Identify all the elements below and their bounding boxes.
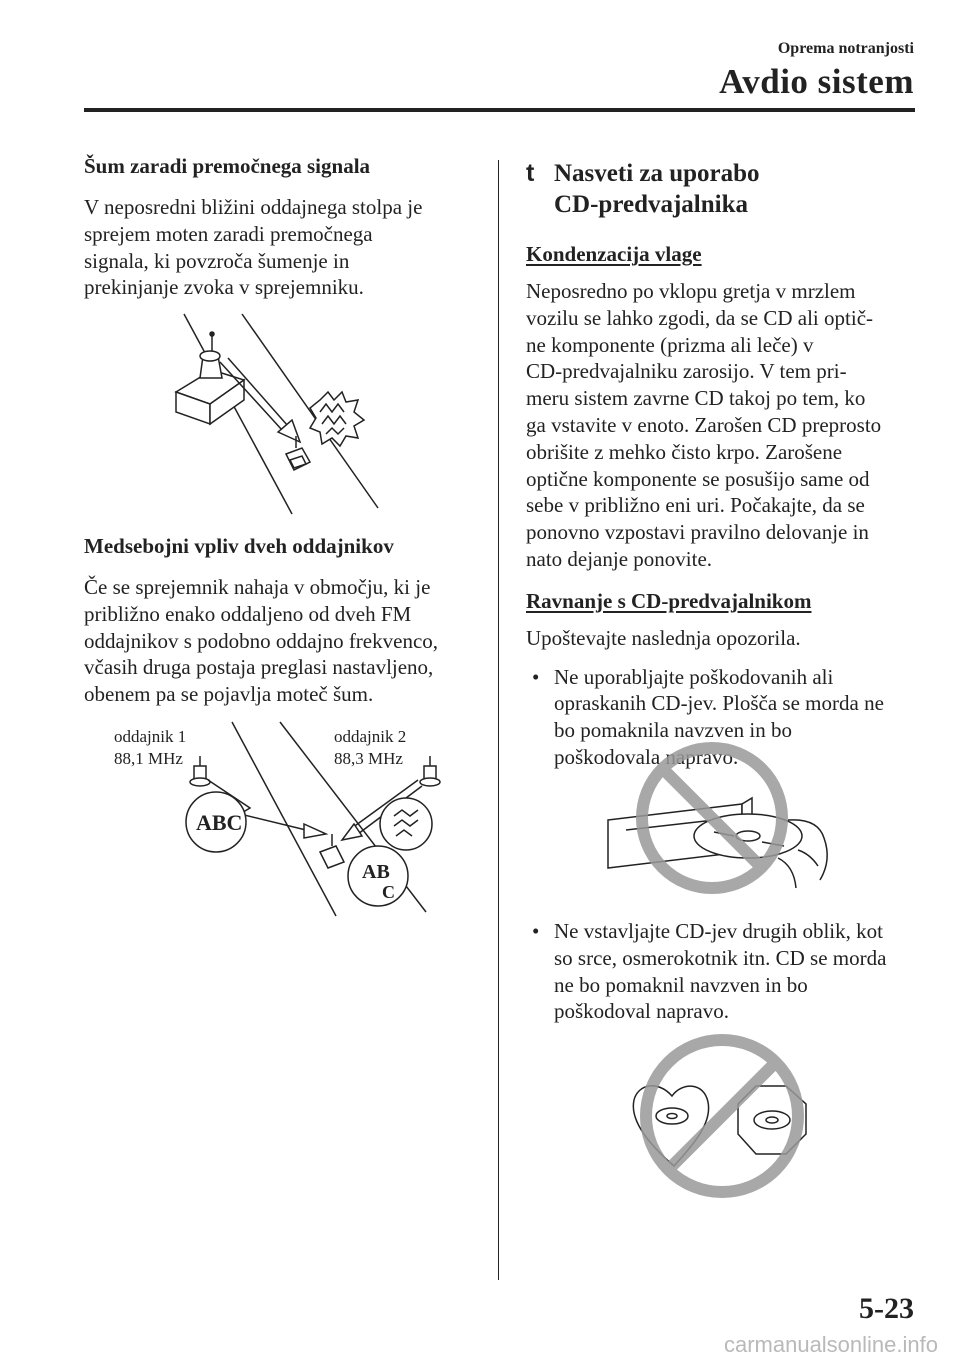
strong-signal-heading: Šum zaradi premočnega signala: [84, 154, 371, 178]
text-line: Ne uporabljajte poškodovanih ali: [554, 664, 834, 689]
text-line: sprejem moten zaradi premočnega: [84, 221, 373, 246]
interference-heading: Medsebojni vpliv dveh oddajnikov: [84, 534, 394, 558]
right-column: [526, 158, 918, 771]
text-line: sebe v približno eni uri. Počakajte, da se: [526, 493, 865, 518]
text-line: ne bo pomaknil navzven in bo: [554, 972, 808, 997]
section-marker: t: [526, 159, 535, 187]
antenna-1-icon: [190, 756, 210, 786]
header-rule: [84, 108, 915, 112]
text-line: opraskanih CD-jev. Plošča se morda ne: [554, 691, 884, 716]
column-divider: [498, 160, 499, 1280]
condensation-heading: Kondenzacija vlage: [526, 242, 702, 266]
left-column: [84, 152, 474, 301]
text-line: V neposredni bližini oddajnega stolpa je: [84, 195, 423, 219]
transmitter-2-name: oddajnik 2: [334, 727, 407, 746]
text-line: meru sistem zavrne CD takoj po tem, ko: [526, 386, 866, 411]
interference-section: [84, 532, 474, 708]
text-line: obenem pa se pojavlja moteč šum.: [84, 682, 374, 707]
cd-tips-title-line-2: CD-predvajalnika: [554, 191, 749, 218]
text-line: obrišite z mehko čisto krpo. Zarošene: [526, 439, 843, 464]
text-line: signala, ki povzroča šumenje in: [84, 248, 350, 273]
svg-text:ABC: ABC: [196, 810, 243, 835]
text-line: oddajnikov s podobno oddajno frekvenco,: [84, 628, 439, 653]
noise-burst-icon: [310, 392, 364, 446]
bullet-shapes-section: [526, 918, 918, 1025]
text-line: nato dejanje ponovite.: [526, 546, 713, 571]
handling-heading: Ravnanje s CD-predvajalnikom: [526, 588, 812, 613]
page-title: Avdio sistem: [719, 62, 914, 101]
strong-signal-text: [84, 194, 474, 301]
svg-text:C: C: [382, 882, 395, 902]
transmitter-1-name: oddajnik 1: [114, 727, 187, 746]
no-damaged-cd-illustration: [602, 740, 838, 896]
section-header: Oprema notranjosti: [777, 40, 914, 57]
cd-tips-heading: [526, 158, 918, 220]
text-line: ponovno vzpostavi pravilno delovanje in: [526, 520, 869, 545]
text-line: Ne vstavljajte CD-jev drugih oblik, kot: [554, 919, 883, 943]
text-line: Neposredno po vklopu gretja v mrzlem: [526, 279, 856, 303]
handling-intro: Upoštevajte naslednja opozorila.: [526, 625, 801, 650]
bullet-odd-shapes: [526, 918, 918, 1025]
text-line: poškodovala napravo.: [554, 744, 739, 769]
road-edge-left: [232, 722, 336, 916]
strong-signal-illustration: [170, 308, 390, 518]
interference-text: [84, 574, 474, 708]
cd-tips-title-line-1: Nasveti za uporabo: [554, 160, 760, 187]
text-line: vozilu se lahko zgodi, da se CD ali optič-: [526, 305, 874, 330]
road-edge-right: [242, 314, 378, 508]
transmitter-2-frequency: 88,3 MHz: [334, 749, 403, 768]
svg-text:AB: AB: [362, 861, 390, 883]
transmitter-1-frequency: 88,1 MHz: [114, 749, 183, 768]
abc-bubble-icon: [186, 792, 246, 852]
text-line: približno enako oddaljeno od dveh FM: [84, 601, 412, 626]
text-line: ne komponente (prizma ali leče) v: [526, 332, 814, 357]
text-line: optične komponente se posušijo same od: [526, 466, 870, 491]
text-line: bo pomaknila navzven in bo: [554, 718, 792, 743]
page-number: 5-23: [859, 1292, 914, 1325]
watermark: carmanualsonline.info: [723, 1332, 938, 1357]
text-line: so srce, osmerokotnik itn. CD se morda: [554, 945, 887, 970]
text-line: poškodoval napravo.: [554, 999, 729, 1024]
text-line: prekinjanje zvoka v sprejemniku.: [84, 275, 364, 300]
text-line: včasih druga postaja preglasi nastavljeno,: [84, 655, 434, 680]
no-odd-shaped-cd-illustration: [624, 1030, 820, 1200]
text-line: Če se sprejemnik nahaja v območju, ki je: [84, 575, 431, 599]
bullet-dot: •: [532, 664, 540, 689]
text-line: CD-predvajalniku zarosijo. V tem pri-: [526, 359, 847, 384]
noise-bubble-icon: [380, 798, 432, 850]
text-line: ga vstavite v enoto. Zarošen CD preprosto: [526, 412, 882, 437]
condensation-text: [526, 278, 918, 573]
car-icon: [320, 834, 344, 868]
antenna-2-icon: [420, 756, 440, 786]
two-transmitters-illustration: [100, 716, 450, 922]
bullet-dot: •: [532, 919, 540, 943]
mixed-bubble-icon: [348, 846, 408, 906]
